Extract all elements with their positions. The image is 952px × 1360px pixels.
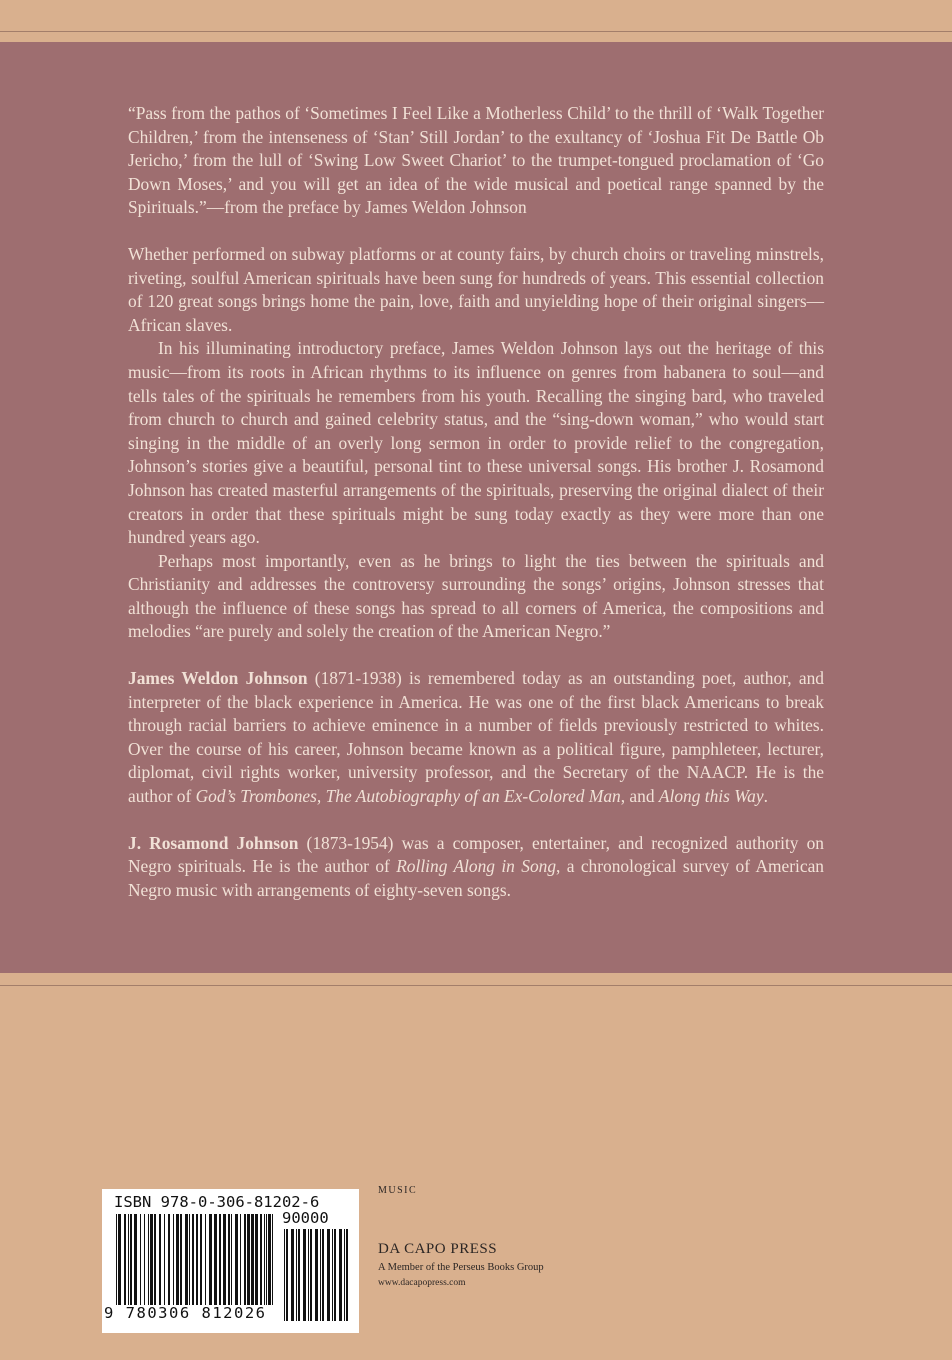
publisher-name: DA CAPO PRESS — [378, 1241, 498, 1257]
barcode-bar — [176, 1214, 179, 1305]
barcode-bar — [251, 1214, 254, 1305]
barcode-bar — [315, 1229, 318, 1321]
barcode-bar — [284, 1229, 285, 1321]
barcode-bar — [214, 1214, 217, 1305]
barcode-bar — [159, 1214, 161, 1305]
barcode-bar — [244, 1214, 246, 1305]
barcode-bar — [240, 1214, 241, 1305]
barcode-bar — [128, 1214, 129, 1305]
barcode-bar — [255, 1214, 258, 1305]
bio-joiner: , and — [620, 786, 659, 807]
barcode-bar — [235, 1214, 238, 1305]
barcode-bar — [192, 1214, 194, 1305]
barcode-bar — [189, 1214, 190, 1305]
barcode-bar — [118, 1214, 121, 1305]
barcode-bar — [346, 1229, 348, 1321]
barcode-bar — [296, 1229, 297, 1321]
preface-quote: “Pass from the pathos of ‘Sometimes I Feel Like a Motherless Child’ to the thrill of ‘Walk Together Children,’ from the intenseness of ‘Stan’ Still Jordan’ to the exultancy of ‘Joshua Fit De Battle Ob Jericho,’ from the lull of ‘Swing Low Sweet Chariot’ to the trumpet-tongued proclamation of ‘Go Down Moses,’ and you will get an idea of the wide musical and poetical range spanned by the Spirituals.”—from the preface by James Weldon Johnson — [128, 103, 824, 218]
barcode-bar — [268, 1214, 271, 1305]
barcode-bar — [334, 1229, 336, 1321]
barcode-bar — [148, 1214, 149, 1305]
publisher-url: www.dacapopress.com — [378, 1278, 466, 1288]
barcode-bar — [260, 1214, 262, 1305]
barcode-bar — [298, 1229, 300, 1321]
author-name-james: James Weldon Johnson — [128, 668, 308, 689]
barcode-bar — [247, 1214, 250, 1305]
barcode-bar — [209, 1214, 212, 1305]
barcode-bar — [134, 1214, 137, 1305]
description-paragraph-2: In his illuminating introductory preface, James Weldon Johnson lays out the heritage of this music—from its roots in African rhythms to its influence on genres from habanera to soul—and tells tales of the spirituals he remembers from his youth. Recalling the singing bard, who traveled from church to church and gained celebrity status, and the “sing-down woman,” who would start singing in the middle of an overly long sermon in order to provide relief to the congregation, Johnson’s stories give a beautiful, personal tint to these universal songs. His brother J. Rosamond Johnson has created masterful arrangements of the spirituals, preserving the original dialect of their creators in order that these spirituals might be sung today exactly as they were more than one hundred years ago. — [128, 338, 824, 548]
barcode-bar — [144, 1214, 145, 1305]
barcode-bar — [291, 1229, 294, 1321]
barcode-bar — [223, 1214, 226, 1305]
barcode-bar — [231, 1214, 232, 1305]
book-title-rolling-along: Rolling Along in Song — [396, 856, 557, 877]
barcode-bar — [303, 1229, 306, 1321]
barcode-bar — [320, 1229, 321, 1321]
price-addon-number: 90000 — [282, 1209, 329, 1227]
barcode-bar — [272, 1214, 273, 1305]
barcode-bar — [266, 1214, 267, 1305]
bio-end: . — [763, 786, 768, 807]
barcode-bar — [130, 1214, 132, 1305]
barcode-bar — [219, 1214, 221, 1305]
barcode-bar — [196, 1214, 198, 1305]
barcode-bar — [264, 1214, 265, 1305]
author-bio-rosamond-text: (1873-1954) was a composer, entertainer, and recognized authority on Negro spirituals. He is the author of — [128, 832, 824, 877]
book-title-along-this-way: Along this Way — [658, 786, 764, 807]
author-name-rosamond: J. Rosamond Johnson — [128, 832, 299, 853]
description-paragraph-3: Perhaps most importantly, even as he brings to light the ties between the spirituals and Christianity and addresses the controversy surrounding the songs’ origins, Johnson stresses that although the influence of these songs has spread to all corners of America, the compositions and melodies “are purely and solely the creation of the American Negro.” — [128, 550, 824, 642]
barcode-bar — [310, 1229, 312, 1321]
barcode-bar — [339, 1229, 342, 1321]
description-paragraph-1: Whether performed on subway platforms or at county fairs, by church choirs or traveling minstrels, riveting, soulful American spirituals have been sung for hundreds of years. This essential collection of 120 great songs brings home the pain, love, faith and unyielding hope of their original singers—African slaves. — [128, 243, 824, 335]
barcode-bar — [308, 1229, 309, 1321]
barcode-bar — [344, 1229, 345, 1321]
publisher-member-line: A Member of the Perseus Books Group — [378, 1262, 544, 1273]
barcode-bar — [140, 1214, 141, 1305]
panel-text — [128, 102, 824, 902]
book-titles-james: God’s Trombones, The Autobiography of an Ex-Colored Man — [195, 786, 621, 807]
barcode-bar — [164, 1214, 165, 1305]
barcode-number: 9 780306 812026 — [104, 1304, 267, 1322]
description-panel — [0, 42, 952, 973]
barcode-bar — [228, 1214, 230, 1305]
publisher-block — [378, 1239, 544, 1290]
barcode-bar — [150, 1214, 153, 1305]
bottom-divider-line — [0, 985, 952, 986]
barcode-bar — [124, 1214, 126, 1305]
isbn-label: ISBN 978-0-306-81202-6 — [114, 1193, 320, 1211]
barcode-bar — [205, 1214, 206, 1305]
barcode-bar — [327, 1229, 330, 1321]
author-bio-james-text: (1871-1938) is remembered today as an outstanding poet, author, and interpreter of the black experience in America. He was one of the first black Americans to break through racial barriers to achieve eminence in a number of fields previously restricted to whites. Over the course of his career, Johnson became known as a political figure, pamphleteer, lecturer, diplomat, civil rights worker, university professor, and the Secretary of the NAACP. He is the author of — [128, 668, 824, 807]
barcode-bar — [168, 1214, 170, 1305]
barcode-bar — [116, 1214, 117, 1305]
barcode-bar — [154, 1214, 156, 1305]
barcode-bar — [322, 1229, 324, 1321]
barcode-bar — [200, 1214, 202, 1305]
isbn-barcode — [102, 1189, 359, 1333]
barcode-bar — [332, 1229, 333, 1321]
barcode-bar — [286, 1229, 288, 1321]
author-bio-rosamond — [128, 832, 824, 903]
barcode-bar — [180, 1214, 182, 1305]
top-divider-line — [0, 31, 952, 32]
barcode-bar — [173, 1214, 174, 1305]
barcode-bar — [185, 1214, 188, 1305]
category-label: MUSIC — [378, 1185, 418, 1196]
author-bio-rosamond-end: , a chronological survey of American Negro music with arrangements of eighty-seven songs. — [128, 856, 825, 900]
author-bio-james — [128, 667, 824, 809]
